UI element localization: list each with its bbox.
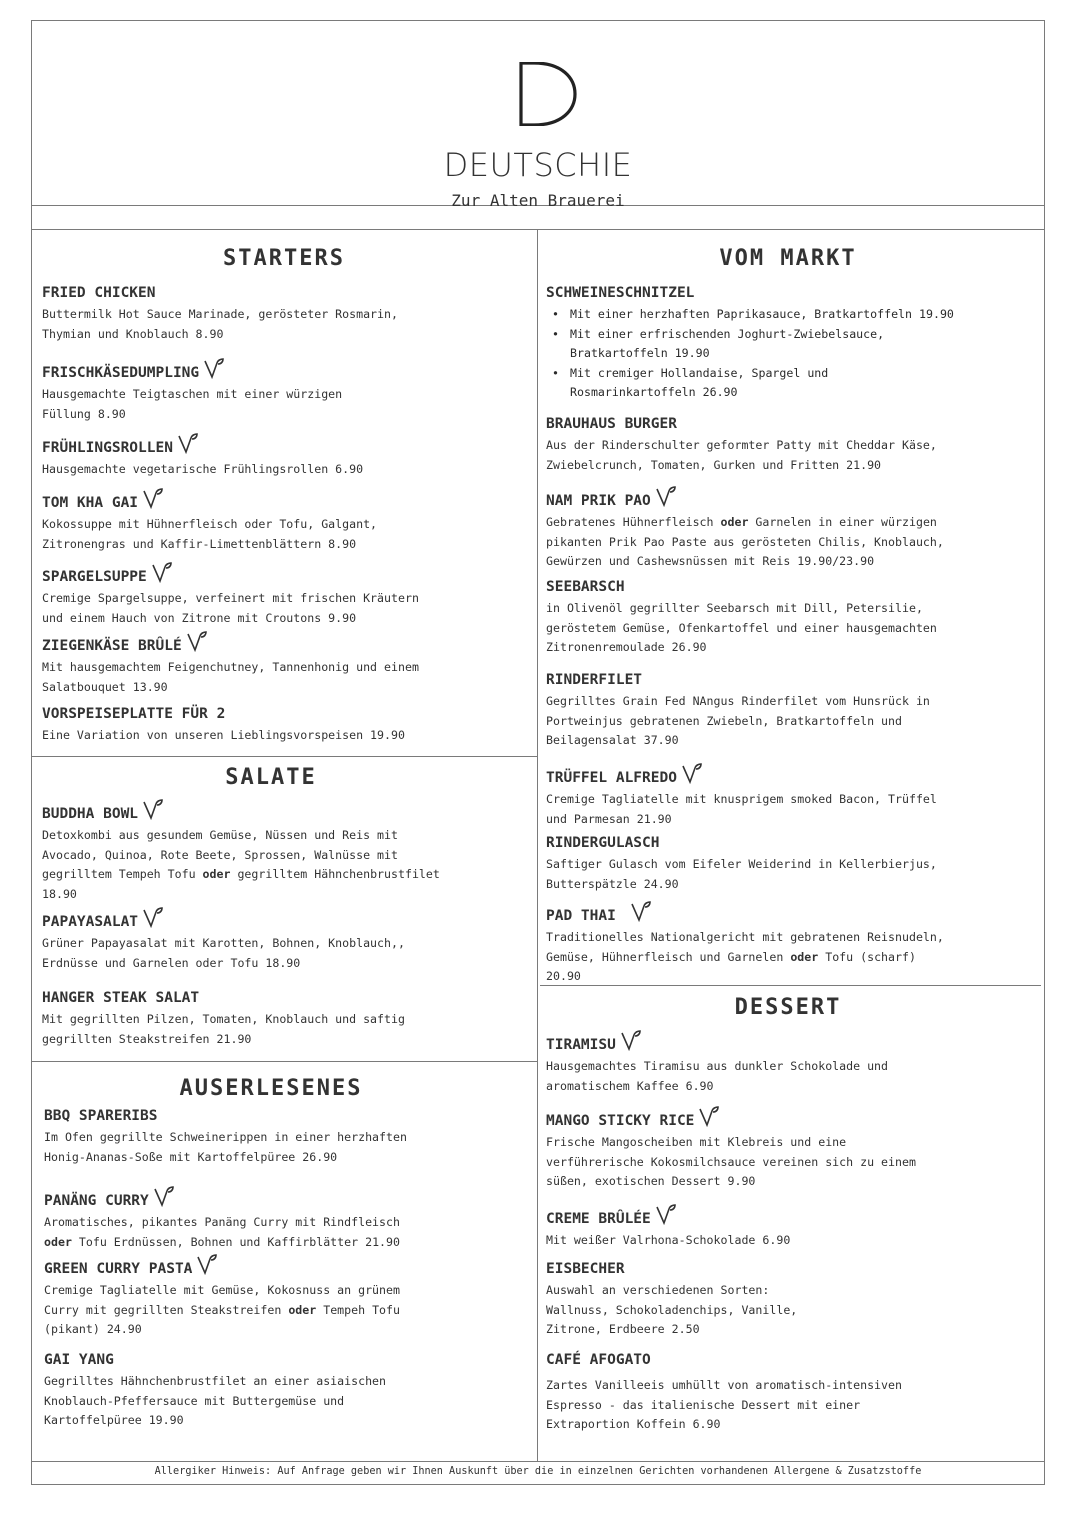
item-name: TIRAMISU: [546, 1037, 616, 1053]
item-name: BBQ SPARERIBS: [44, 1108, 158, 1124]
vegan-leaf-icon: [203, 357, 225, 379]
item-name: GREEN CURRY PASTA: [44, 1261, 193, 1277]
menu-item: [44, 1350, 386, 1431]
section-title-auserlesenes: AUSERLESENES: [179, 1076, 363, 1101]
item-name: VORSPEISEPLATTE FÜR 2: [42, 706, 226, 722]
vegan-leaf-icon: [142, 487, 164, 509]
vegan-leaf-icon: [196, 1253, 218, 1275]
section-title-dessert: DESSERT: [734, 995, 842, 1020]
item-name: RINDERFILET: [546, 672, 643, 688]
vegan-leaf-icon: [151, 561, 173, 583]
item-name: TRÜFFEL ALFREDO: [546, 770, 677, 786]
option-list: [546, 305, 954, 403]
divider-starters-salate: [31, 756, 537, 757]
vegan-leaf-icon: [153, 1185, 175, 1207]
menu-item: [546, 900, 944, 987]
menu-item: [546, 762, 937, 829]
menu-item: [546, 1029, 888, 1096]
menu-item: [44, 1253, 400, 1340]
menu-item: [42, 487, 377, 554]
item-description: Gebratenes Hühnerfleisch oder Garnelen in einer würzigen pikanten Prik Pao Paste aus gerösteten Chilis, Knoblauch, Gewürzen und Cashewsnüssen mit Reis 19.90/23.90: [546, 515, 944, 568]
item-description: Mit hausgemachtem Feigenchutney, Tannenhonig und einem Salatbouquet 13.90: [42, 660, 419, 694]
item-description: Buttermilk Hot Sauce Marinade, gerösteter Rosmarin, Thymian und Knoblauch 8.90: [42, 307, 398, 341]
menu-item: [42, 630, 419, 697]
menu-item: [42, 561, 419, 628]
menu-item: [42, 432, 363, 480]
section-title-starters: STARTERS: [223, 246, 345, 271]
menu-item: [546, 1203, 790, 1251]
vegan-leaf-icon: [630, 900, 652, 922]
item-name: FRIED CHICKEN: [42, 285, 156, 301]
item-description: Aus der Rinderschulter geformter Patty mit Cheddar Käse, Zwiebelcrunch, Tomaten, Gurken und Fritten 21.90: [546, 438, 937, 472]
menu-item: [546, 670, 930, 751]
menu-item: [42, 988, 405, 1049]
divider-salate-auserlesenes: [31, 1061, 537, 1062]
item-name: CREME BRÛLÉE: [546, 1211, 651, 1227]
menu-item: [546, 1105, 916, 1192]
item-name: SEEBARSCH: [546, 579, 625, 595]
menu-item: [44, 1185, 400, 1252]
menu-item: [546, 577, 937, 658]
item-name: SCHWEINESCHNITZEL: [546, 285, 695, 301]
item-name: BRAUHAUS BURGER: [546, 416, 677, 432]
vegan-leaf-icon: [620, 1029, 642, 1051]
item-description: Cremige Tagliatelle mit knusprigem smoked Bacon, Trüffel und Parmesan 21.90: [546, 792, 937, 826]
menu-item: [42, 357, 342, 424]
menu-item: [546, 1259, 797, 1340]
section-title-salate: SALATE: [225, 765, 317, 790]
item-description: Hausgemachte Teigtaschen mit einer würzigen Füllung 8.90: [42, 387, 343, 421]
item-name: PAPAYASALAT: [42, 914, 139, 930]
item-description: Traditionelles Nationalgericht mit gebratenen Reisnudeln, Gemüse, Hühnerfleisch und Garnelen oder Tofu (scharf) 20.90: [546, 930, 944, 983]
vegan-leaf-icon: [655, 485, 677, 507]
logo-d-icon: [518, 62, 578, 126]
item-description: Saftiger Gulasch vom Eifeler Weiderind in Kellerbierjus, Butterspätzle 24.90: [546, 857, 937, 891]
header-strip-line: [31, 229, 1045, 230]
item-name: SPARGELSUPPE: [42, 569, 147, 585]
item-name: PAD THAI: [546, 908, 616, 924]
logo-wordmark: DEUTSCHIE: [443, 146, 633, 184]
item-name: FRISCHKÄSEDUMPLING: [42, 365, 200, 381]
menu-item: [546, 833, 937, 894]
item-description: Kokossuppe mit Hühnerfleisch oder Tofu, Galgant, Zitronengras und Kaffir-Limettenblättern 8.90: [42, 517, 378, 551]
item-name: RINDERGULASCH: [546, 835, 660, 851]
vegan-leaf-icon: [698, 1105, 720, 1127]
item-description: Hausgemachte vegetarische Frühlingsrollen 6.90: [42, 462, 364, 476]
vegan-leaf-icon: [177, 432, 199, 454]
item-name: TOM KHA GAI: [42, 495, 139, 511]
item-description: Eine Variation von unseren Lieblingsvorspeisen 19.90: [42, 728, 405, 742]
vegan-leaf-icon: [186, 630, 208, 652]
item-description: Mit gegrillten Pilzen, Tomaten, Knoblauch und saftig gegrillten Steakstreifen 21.90: [42, 1012, 405, 1046]
item-description: Cremige Tagliatelle mit Gemüse, Kokosnuss an grünem Curry mit gegrillten Steakstreifen oder Tempeh Tofu (pikant) 24.90: [44, 1283, 400, 1336]
item-name: EISBECHER: [546, 1261, 625, 1277]
menu-item: [546, 1350, 902, 1435]
tagline: Zur Alten Brauerei: [451, 191, 625, 210]
item-description: Auswahl an verschiedenen Sorten: Wallnuss, Schokoladenchips, Vanille, Zitrone, Erdbeere 2.50: [546, 1283, 798, 1336]
menu-item: [42, 906, 405, 973]
column-divider: [537, 229, 538, 1461]
menu-item: [42, 798, 440, 904]
item-description: Cremige Spargelsuppe, verfeinert mit frischen Kräutern und einem Hauch von Zitrone mit Croutons 9.90: [42, 591, 419, 625]
item-description: Detoxkombi aus gesundem Gemüse, Nüssen und Reis mit Avocado, Quinoa, Rote Beete, Sprossen, Walnüsse mit gegrilltem Tempeh Tofu oder gegrilltem Hähnchenbrustfilet 18.90: [42, 828, 440, 901]
vegan-leaf-icon: [142, 906, 164, 928]
item-name: CAFÉ AFOGATO: [546, 1352, 651, 1368]
menu-item: [546, 414, 937, 475]
menu-item: [546, 485, 944, 572]
menu-item: [546, 283, 954, 403]
item-name: MANGO STICKY RICE: [546, 1113, 695, 1129]
allergen-notice: Allergiker Hinweis: Auf Anfrage geben wir Ihnen Auskunft über die in einzelnen Gerichten vorhandenen Allergene & Zusatzstoffe: [154, 1466, 922, 1477]
item-name: HANGER STEAK SALAT: [42, 990, 200, 1006]
item-name: ZIEGENKÄSE BRÛLÉ: [42, 638, 182, 654]
item-description: Gegrilltes Grain Fed NAngus Rinderfilet vom Hunsrück in Portweinjus gebratenen Zwiebeln, Bratkartoffeln und Beilagensalat 37.90: [546, 694, 930, 747]
footer-divider: [31, 1461, 1045, 1462]
item-description: Hausgemachtes Tiramisu aus dunkler Schokolade und aromatischem Kaffee 6.90: [546, 1059, 889, 1093]
item-description: Gegrilltes Hähnchenbrustfilet an einer asiaischen Knoblauch-Pfeffersauce mit Buttergemüse und Kartoffelpüree 19.90: [44, 1374, 387, 1427]
item-description: Im Ofen gegrillte Schweinerippen in einer herzhaften Honig-Ananas-Soße mit Kartoffelpüree 26.90: [44, 1130, 407, 1164]
menu-item: [44, 1106, 407, 1167]
item-name: FRÜHLINGSROLLEN: [42, 440, 173, 456]
option-item: • Mit einer erfrischenden Joghurt-Zwiebelsauce, Bratkartoffeln 19.90: [546, 325, 954, 364]
item-name: GAI YANG: [44, 1352, 114, 1368]
item-name: NAM PRIK PAO: [546, 493, 651, 509]
item-description: Frische Mangoscheiben mit Klebreis und eine verführerische Kokosmilchsauce vereinen sich zu einem süßen, exotischen Dessert 9.90: [546, 1135, 916, 1188]
section-title-vom-markt: VOM MARKT: [719, 246, 857, 271]
vegan-leaf-icon: [655, 1203, 677, 1225]
item-description: Aromatisches, pikantes Panäng Curry mit Rindfleisch oder Tofu Erdnüssen, Bohnen und Kaffirblätter 21.90: [44, 1215, 400, 1249]
option-item: • Mit cremiger Hollandaise, Spargel und Rosmarinkartoffeln 26.90: [546, 364, 954, 403]
item-description: Mit weißer Valrhona-Schokolade 6.90: [546, 1233, 791, 1247]
menu-item: [42, 704, 405, 746]
item-description: Zartes Vanilleeis umhüllt von aromatisch-intensiven Espresso - das italienische Dessert mit einer Extraportion Koffein 6.90: [546, 1378, 902, 1431]
option-item: • Mit einer herzhaften Paprikasauce, Bratkartoffeln 19.90: [546, 305, 954, 325]
item-description: in Olivenöl gegrillter Seebarsch mit Dill, Petersilie, geröstetem Gemüse, Ofenkartoffel und einer hausgemachten Zitronenremoulade 26.90: [546, 601, 937, 654]
item-name: PANÄNG CURRY: [44, 1193, 149, 1209]
vegan-leaf-icon: [681, 762, 703, 784]
menu-item: [42, 283, 398, 344]
menu-header: [31, 20, 1045, 210]
item-name: BUDDHA BOWL: [42, 806, 139, 822]
vegan-leaf-icon: [142, 798, 164, 820]
item-description: Grüner Papayasalat mit Karotten, Bohnen, Knoblauch,, Erdnüsse und Garnelen oder Tofu 18.90: [42, 936, 405, 970]
